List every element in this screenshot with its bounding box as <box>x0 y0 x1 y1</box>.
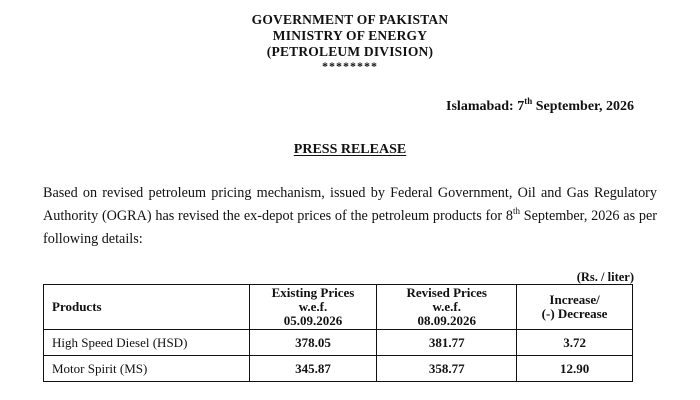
table-row <box>44 330 633 356</box>
document-title <box>0 142 700 158</box>
header-existing-line2: w.e.f. <box>298 299 328 314</box>
header-revised-line3: 08.09.2026 <box>417 313 476 328</box>
header-existing-line1: Existing Prices <box>271 285 355 300</box>
letterhead <box>0 12 700 72</box>
release-date <box>446 96 634 115</box>
letterhead-separator: ******** <box>322 59 378 73</box>
table-header-row <box>44 285 633 330</box>
table-row <box>44 356 633 382</box>
letterhead-division: (PETROLEUM DIVISION) <box>266 44 434 59</box>
letterhead-government: GOVERNMENT OF PAKISTAN <box>251 12 449 27</box>
paragraph-text-2: September, 2026 as per following details: <box>43 208 657 247</box>
header-existing-prices <box>249 285 377 330</box>
letterhead-ministry: MINISTRY OF ENERGY <box>272 28 428 43</box>
header-change-line2: (-) Decrease <box>541 306 608 321</box>
paragraph-text-1: Based on revised petroleum pricing mechanism, issued by Federal Government, Oil and Gas Regulatory Authority (OGRA) has revised the ex-depot prices of the petroleum products for 8 <box>43 185 657 224</box>
existing-price: 345.87 <box>249 356 377 382</box>
press-release-heading: PRESS RELEASE <box>293 142 407 157</box>
revised-price: 381.77 <box>377 330 517 356</box>
header-change <box>517 285 633 330</box>
existing-price: 378.05 <box>249 330 377 356</box>
product-name: Motor Spirit (MS) <box>44 356 250 382</box>
body-paragraph <box>43 182 657 251</box>
paragraph-ordinal: th <box>512 206 520 216</box>
price-change: 3.72 <box>517 330 633 356</box>
price-change: 12.90 <box>517 356 633 382</box>
header-revised-line1: Revised Prices <box>406 285 487 300</box>
header-existing-line3: 05.09.2026 <box>283 313 343 328</box>
header-revised-prices <box>377 285 517 330</box>
date-ordinal: th <box>524 96 533 106</box>
price-table <box>43 284 633 382</box>
header-change-line1: Increase/ <box>549 292 600 307</box>
date-suffix: September, 2026 <box>532 99 634 114</box>
revised-price: 358.77 <box>377 356 517 382</box>
header-products: Products <box>44 285 250 330</box>
units-label: (Rs. / liter) <box>576 270 634 284</box>
product-name: High Speed Diesel (HSD) <box>44 330 250 356</box>
header-revised-line2: w.e.f. <box>432 299 462 314</box>
date-prefix: Islamabad: 7 <box>446 99 525 114</box>
